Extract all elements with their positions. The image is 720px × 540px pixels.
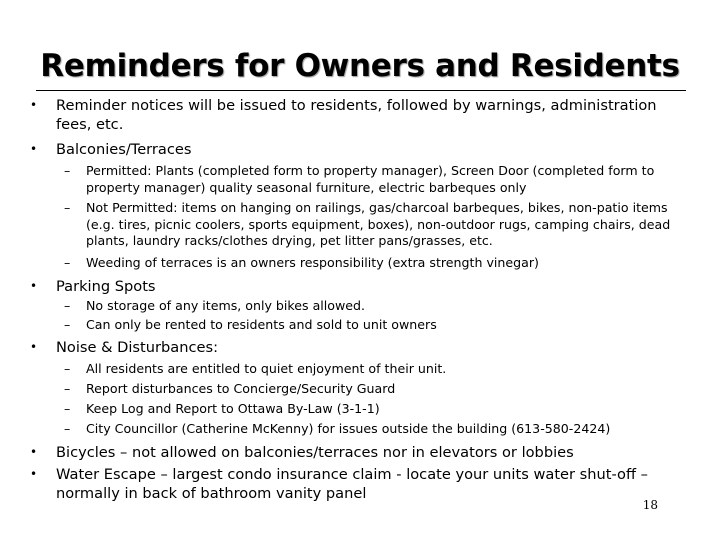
bullet-marker: • [30,467,38,481]
dash-marker: – [64,361,71,376]
dash-marker: – [64,200,71,215]
bullet-item [30,465,656,503]
bullet-text: Noise & Disturbances: [56,339,218,356]
dash-marker: – [64,163,71,178]
bullet-item [30,140,696,159]
sub-bullet-text: All residents are entitled to quiet enjoyment of their unit. [86,361,447,376]
bullet-marker: • [30,279,38,293]
sub-bullet-text: Keep Log and Report to Ottawa By-Law (3-1-1) [86,401,380,416]
bullet-marker: • [30,445,38,459]
slide-title: Reminders for Owners and Residents [40,48,680,84]
sub-bullet-item [64,298,684,315]
sub-bullet-item [64,317,684,334]
bullet-marker: • [30,98,38,112]
sub-bullet-text: City Councillor (Catherine McKenny) for issues outside the building (613-580-2424) [86,421,611,436]
dash-marker: – [64,317,71,332]
sub-bullet-text: Can only be rented to residents and sold to unit owners [86,317,437,332]
sub-bullet-text: Weeding of terraces is an owners responsibility (extra strength vinegar) [86,255,539,270]
sub-bullet-item [64,381,684,398]
title-underline [36,90,686,91]
bullet-item [30,443,696,462]
dash-marker: – [64,401,71,416]
bullet-item [30,96,696,134]
dash-marker: – [64,381,71,396]
sub-bullet-item [64,361,684,378]
bullet-text: Reminder notices will be issued to residents, followed by warnings, administration fees, etc. [56,97,657,133]
bullet-item [30,338,696,357]
sub-bullet-item [64,255,684,272]
dash-marker: – [64,421,71,436]
sub-bullet-item [64,421,684,438]
sub-bullet-text: Not Permitted: items on hanging on railings, gas/charcoal barbeques, bikes, non-patio items (e.g. tires, picnic coolers, sports equipment, boxes), non-outdoor rugs, camping chairs, dead plants, laundry racks/clothes drying, pet litter pans/grasses, etc. [86,200,671,248]
bullet-item [30,277,696,296]
sub-bullet-text: No storage of any items, only bikes allowed. [86,298,366,313]
sub-bullet-text: Report disturbances to Concierge/Security Guard [86,381,396,396]
sub-bullet-text: Permitted: Plants (completed form to property manager), Screen Door (completed form to property manager) quality seasonal furniture, electric barbeques only [86,163,655,195]
page-number: 18 [642,498,658,512]
dash-marker: – [64,255,71,270]
bullet-text: Bicycles – not allowed on balconies/terraces nor in elevators or lobbies [56,444,574,461]
bullet-marker: • [30,340,38,354]
sub-bullet-item [64,163,684,196]
sub-bullet-item [64,200,684,250]
bullet-marker: • [30,142,38,156]
dash-marker: – [64,298,71,313]
bullet-text: Water Escape – largest condo insurance claim - locate your units water shut-off – normally in back of bathroom vanity panel [56,466,648,502]
bullet-text: Balconies/Terraces [56,141,192,158]
sub-bullet-item [64,401,684,418]
bullet-text: Parking Spots [56,278,156,295]
